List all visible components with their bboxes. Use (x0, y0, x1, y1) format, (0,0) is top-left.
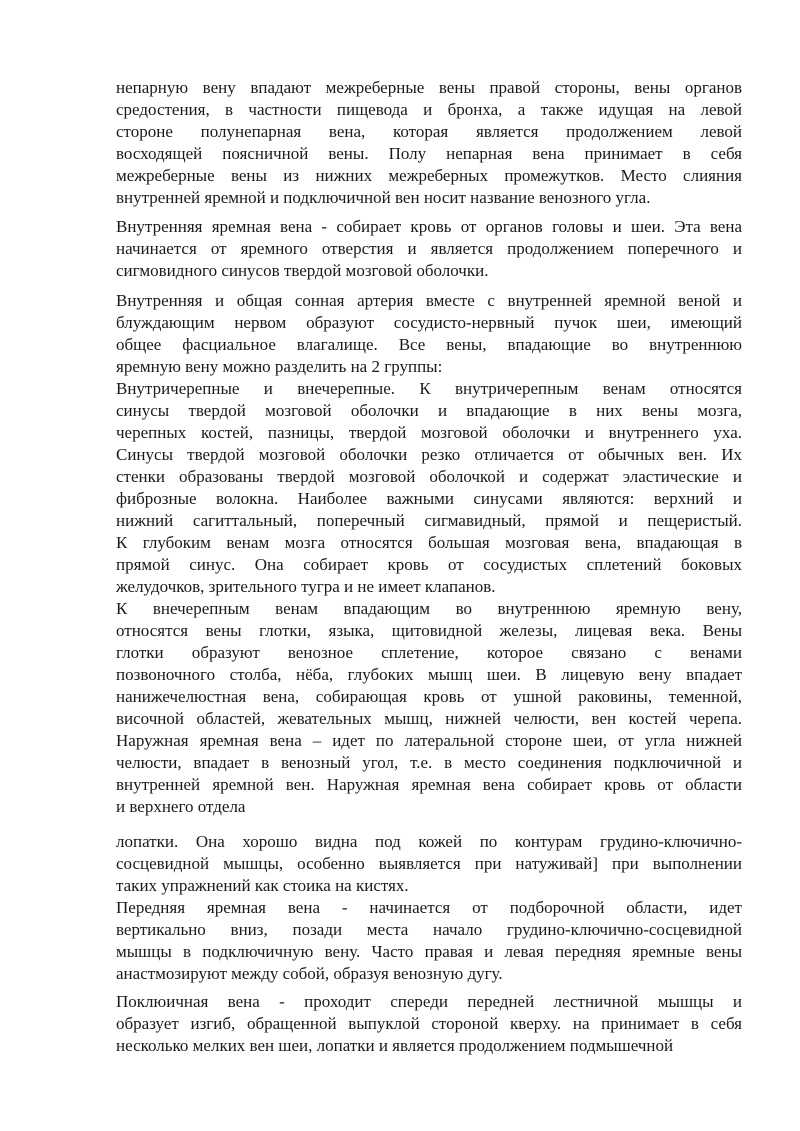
text-line: К внечерепным венам впадающим во внутреннюю яремную вену, (116, 599, 742, 618)
text-line: и верхнего отдела (116, 797, 246, 816)
text-line: межреберные вены из нижних межреберных промежутков. Место слияния (116, 166, 742, 185)
text-line: анастмозируют между собой, образуя венозную дугу. (116, 964, 503, 983)
text-line: Поклюичная вена - проходит спереди передней лестничной мышцы и (116, 992, 742, 1011)
text-line: Синусы твердой мозговой оболочки резко отличается от обычных вен. Их (116, 445, 742, 464)
text-line: блуждающим нервом образуют сосудисто-нервный пучок шеи, имеющий (116, 313, 742, 332)
text-line: Внутренняя и общая сонная артерия вместе с внутренней яремной веной и (116, 291, 742, 310)
text-line: Передняя яремная вена - начинается от подборочной области, идет (116, 898, 742, 917)
text-line: стенки образованы твердой мозговой оболочкой и содержат эластические и (116, 467, 742, 486)
text-line: челюсти, впадает в венозный угол, т.е. в место соединения подключичной и (116, 753, 742, 772)
text-line: желудочков, зрительного тугра и не имеет клапанов. (116, 577, 496, 596)
text-line: позвоночного столба, нёба, глубоких мышц шеи. В лицевую вену впадает (116, 665, 742, 684)
text-line: восходящей поясничной вены. Полу непарная вена принимает в себя (116, 144, 742, 163)
text-line: Внутренняя яремная вена - собирает кровь от органов головы и шеи. Эта вена (116, 217, 742, 236)
text-line: вертикально вниз, позади места начало грудино-ключично-сосцевидной (116, 920, 742, 939)
text-line: внутренней яремной и подключичной вен носит название венозного угла. (116, 188, 651, 207)
text-line: начинается от яремного отверстия и является продолжением поперечного и (116, 239, 742, 258)
text-line: глотки образуют венозное сплетение, которое связано с венами (116, 643, 742, 662)
text-line: черепных костей, пазницы, твердой мозговой оболочки и внутреннего уха. (116, 423, 742, 442)
text-line: Наружная яремная вена – идет по латеральной стороне шеи, от угла нижней (116, 731, 742, 750)
text-line: К глубоким венам мозга относятся большая мозговая вена, впадающая в (116, 533, 742, 552)
text-line: яремную вену можно разделить на 2 группы: (116, 357, 443, 376)
text-line: общее фасциальное влагалище. Все вены, впадающие во внутреннюю (116, 335, 742, 354)
text-line: сосцевидной мышцы, особенно выявляется при натуживай] при выполнении (116, 854, 742, 873)
text-line: нижний сагиттальный, поперечный сигмавидный, прямой и пещеристый. (116, 511, 742, 530)
text-line: средостения, в частности пищевода и бронха, а также идущая на левой (116, 100, 742, 119)
text-line: лопатки. Она хорошо видна под кожей по контурам грудино-ключично- (116, 832, 742, 851)
text-line: синусы твердой мозговой оболочки и впадающие в них вены мозга, (116, 401, 742, 420)
text-line: нанижечелюстная вена, собирающая кровь от ушной раковины, теменной, (116, 687, 742, 706)
paragraph (116, 290, 742, 818)
text-line: стороне полунепарная вена, которая является продолжением левой (116, 122, 742, 141)
paragraph (116, 991, 742, 1057)
text-line: таких упражнений как стоика на кистях. (116, 876, 409, 895)
text-line: Внутричерепные и внечерепные. К внутричерепным венам относятся (116, 379, 742, 398)
text-line: прямой синус. Она собирает кровь от сосудистых сплетений боковых (116, 555, 742, 574)
text-line: мышцы в подключичную вену. Часто правая и левая передняя яремные вены (116, 942, 742, 961)
text-line: височной областей, жевательных мышц, нижней челюсти, вен костей черепа. (116, 709, 742, 728)
paragraph (116, 77, 742, 209)
text-line: фиброзные волокна. Наиболее важными синусами являются: верхний и (116, 489, 742, 508)
text-line: относятся вены глотки, языка, щитовидной железы, лицевая века. Вены (116, 621, 742, 640)
text-line: образует изгиб, обращенной выпуклой стороной кверху. на принимает в себя (116, 1014, 742, 1033)
paragraph (116, 216, 742, 282)
text-line: непарную вену впадают межреберные вены правой стороны, вены органов (116, 78, 742, 97)
text-line: несколько мелких вен шеи, лопатки и является продолжением подмышечной (116, 1036, 674, 1055)
paragraph (116, 831, 742, 985)
text-line: сигмовидного синусов твердой мозговой оболочки. (116, 261, 489, 280)
text-line: внутренней яремной вен. Наружная яремная вена собирает кровь от области (116, 775, 742, 794)
